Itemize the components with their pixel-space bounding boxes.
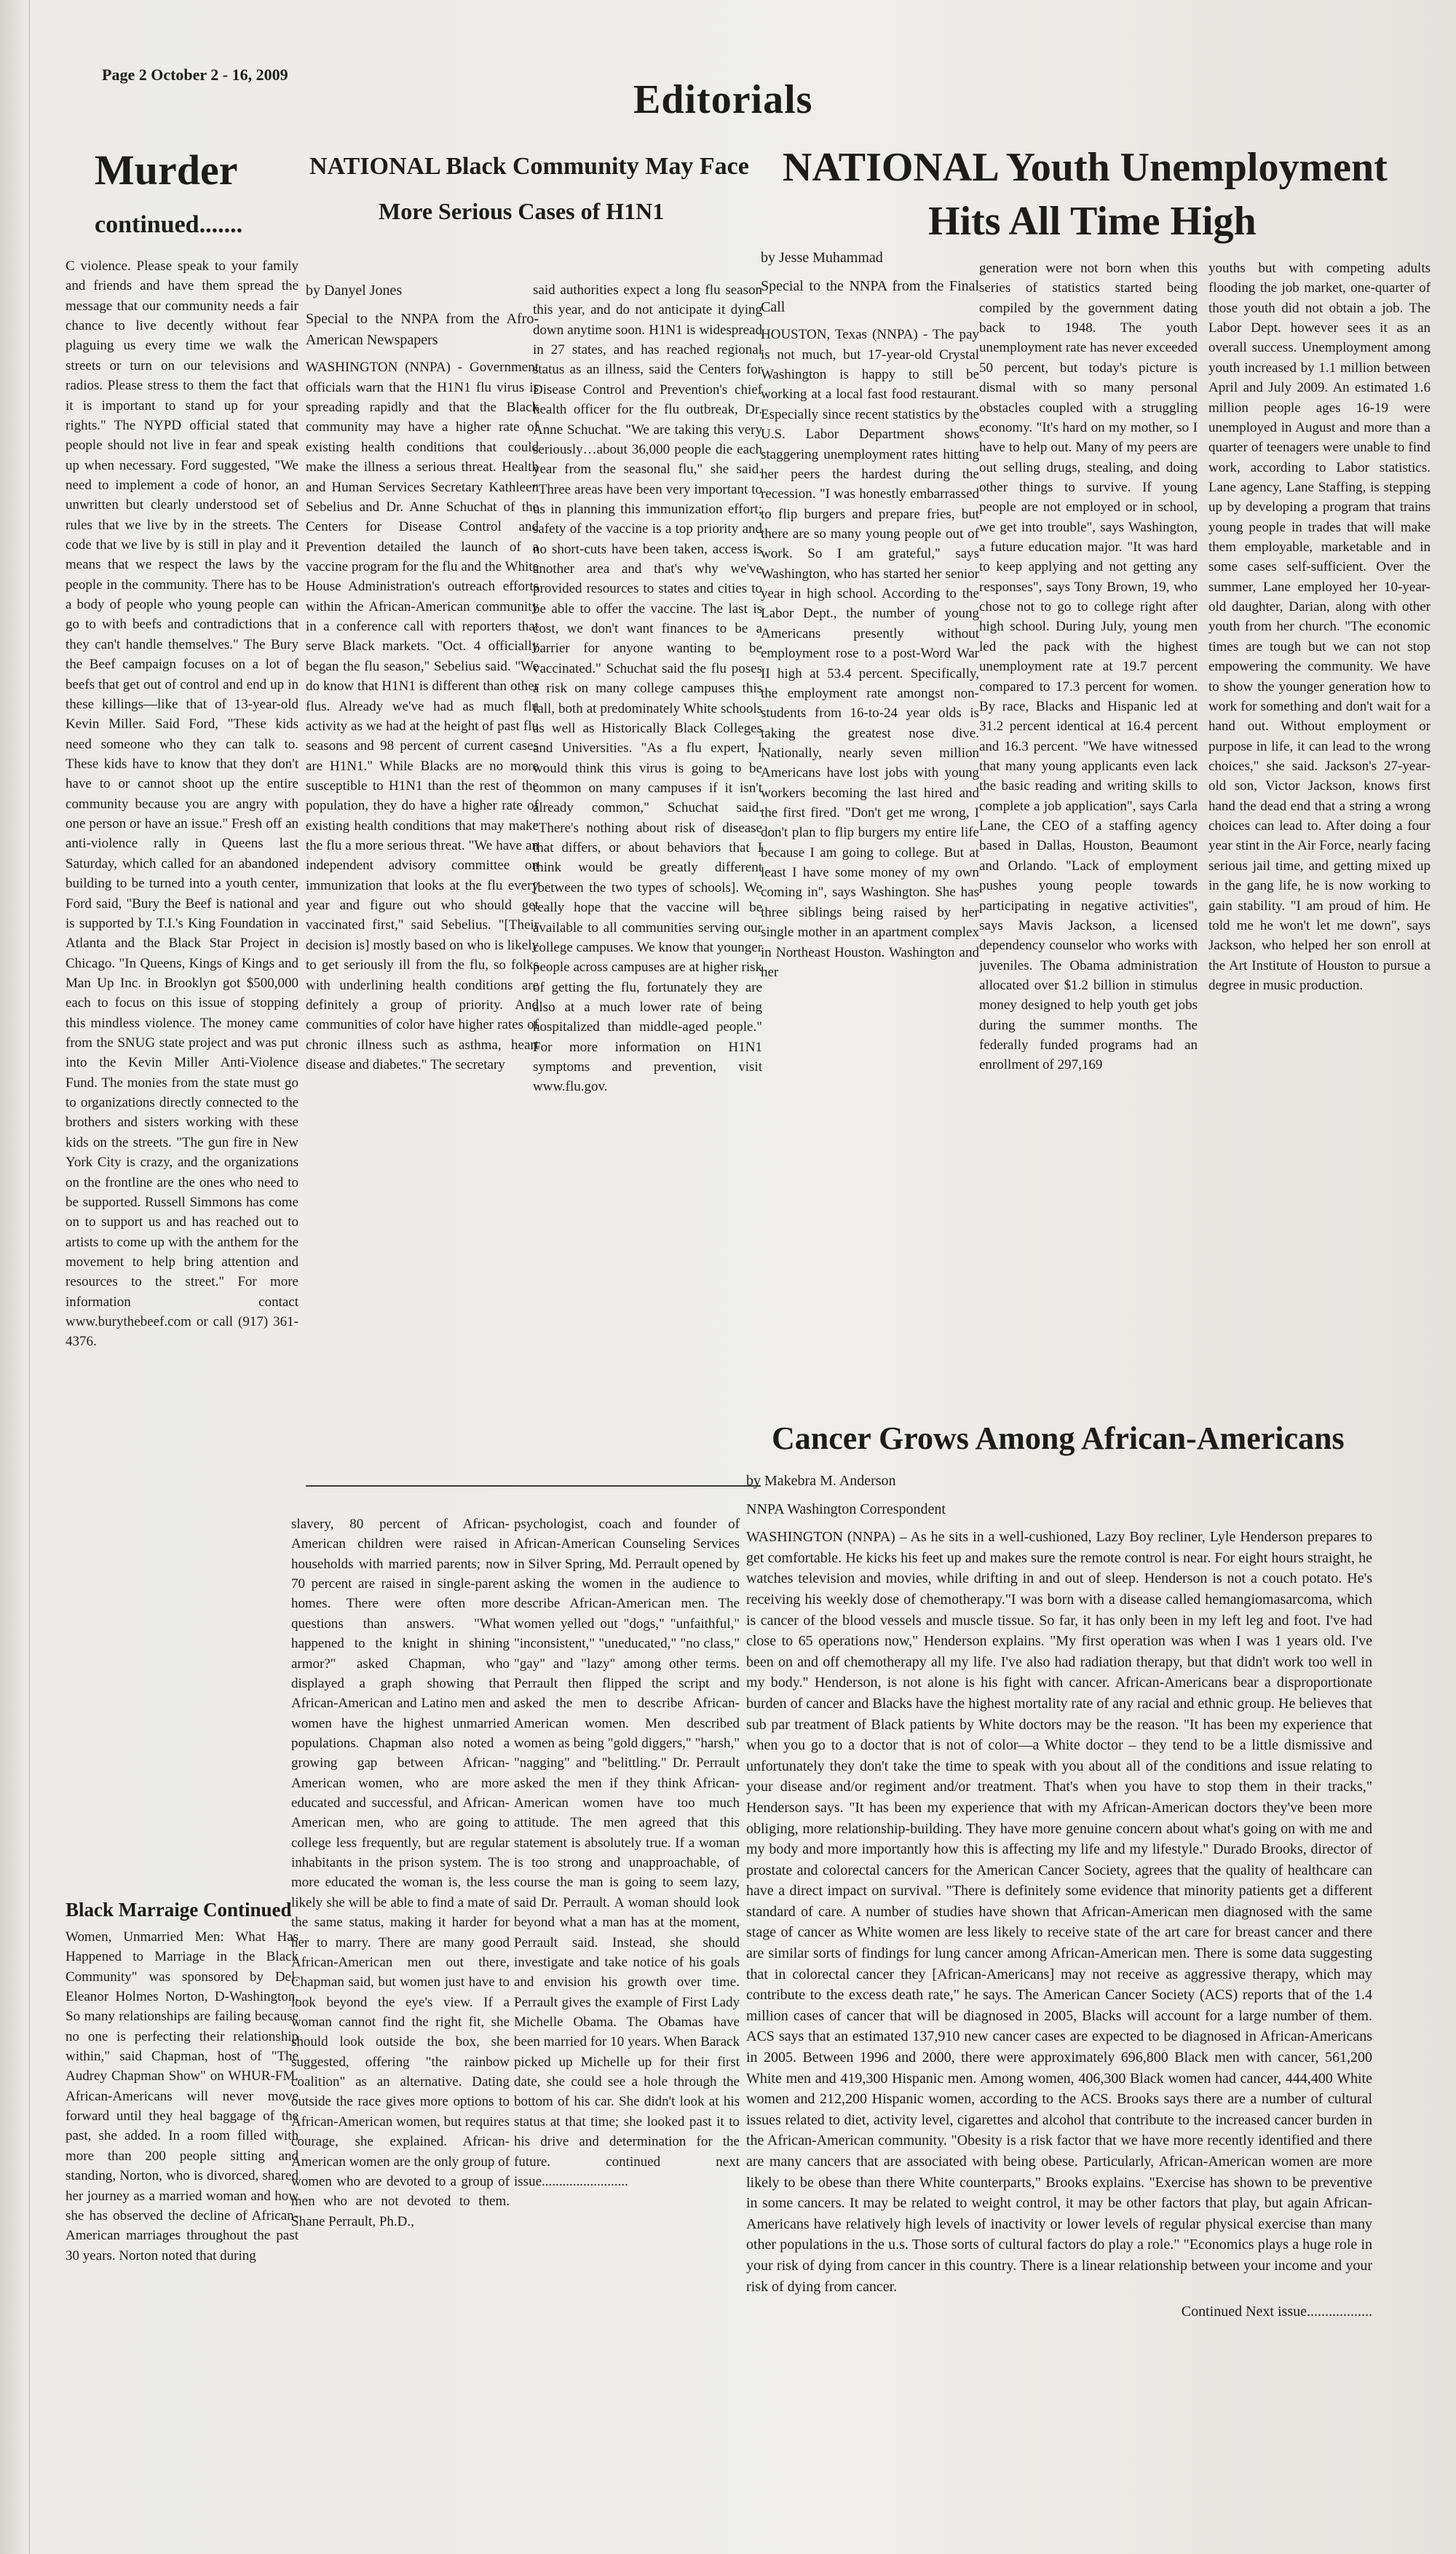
page-gutter-shadow <box>29 0 30 2554</box>
section-title: Editorials <box>633 77 813 122</box>
h1n1-headline-line1: NATIONAL Black Community May Face <box>309 153 749 180</box>
youth-byline: by Jesse Muhammad <box>761 250 883 266</box>
murder-article-column <box>66 256 298 1876</box>
youth-headline-line1: NATIONAL Youth Unemployment <box>783 145 1388 190</box>
cancer-continued-next: Continued Next issue.................. <box>1181 2304 1372 2320</box>
cancer-article-body <box>746 1471 1372 2537</box>
section-divider <box>306 1485 761 1487</box>
marriage-paragraph: slavery, 80 percent of African-American children were raised in households with married parents; now 70 percent are raised in single-parent homes. There were often more questions than answers. "What happened to the knight in shining armor?" asked Chapman, who displayed a graph showing that African-American and Latino men and women have the highest unmarried populations. Chapman also noted a growing gap between African-American women, who are more educated and successful, and African-American men, who are going to college less frequently, but are regular inhabitants in the prison system. The more educated the woman is, the less likely she will be able to find a mate of the same status, making it harder for her to marry. There are many good African-American men out there, Chapman said, but women just have to look beyond the eye's view. If a woman cannot find the right fit, she should look outside the box, she suggested, offering "the rainbow coalition" as an alternative. Dating outside the race gives more options to African-American women, but requires courage, she explained. African-American women are the only group of women who are devoted to a group of men who are not devoted to them. Shane Perrault, Ph.D., <box>291 1517 510 2229</box>
cancer-correspondent-role: NNPA Washington Correspondent <box>746 1501 946 1517</box>
youth-headline-line2: Hits All Time High <box>928 199 1257 244</box>
cancer-paragraph: WASHINGTON (NNPA) – As he sits in a well-cushioned, Lazy Boy recliner, Lyle Henderson prepares to get comfortable. He kicks his feet up and makes sure the remote control is near. For eight hours straight, he watches television and movies, while drifting in and out of sleep. Henderson is not a couch potato. He's receiving his weekly dose of chemotherapy."I was born with a disease called hemangiomasarcoma, which is cancer of the blood vessels and muscle tissue. So far, it has only been in my left leg and foot. I've had close to 65 operations now," Henderson explains. "My first operation was when I was 1 years old. I've been on and off chemotherapy all my life. I've also had radiation therapy, but that didn't work too well in my body." Henderson, is not alone is his fight with cancer. African-Americans bear a disproportionate burden of cancer and Blacks have the highest mortality rate of any racial and ethnic group. He believes that sub par treatment of Black patients by White doctors may be the reason. "It has been my experience that when you go to a doctor that is not of color—a White doctor – they tend to be a little dismissive and unfortunately they don't take the time to speak with you about all of the conditions and issue relating to your disease and/or regiment and/or treatment. That's when you have to stop them in their tracks," Henderson says. "It has been my experience that with my African-American doctors they've been more obliging, more relationship-building. They have more genuine concern about what's going on with me and my body and more importantly how this is affecting my life and my lifestyle." Durado Brooks, director of prostate and colorectal cancers for the American Cancer Society, agrees that the quality of healthcare can have a direct impact on survival. "There is definitely some evidence that minority patients get a different standard of care. A number of studies have shown that African-American men diagnosed with the same stage of cancer as White women are less likely to receive state of the art care for breast cancer and there are similar sorts of findings for lung cancer among African-American men. There is some data suggesting that in colorectal cancer they [African-Americans] may not receive as aggressive therapy, which may contribute to the excess death rate," he says. The American Cancer Society (ACS) reports that of the 1.4 million cases of cancer that will be diagnosed in 2005, Blacks will account for a large number of them. ACS says that an estimated 137,910 new cancer cases are expected to be diagnosed in African-Americans in 2005. Between 1996 and 2000, there were approximately 696,800 Black men with cancer, 561,200 White men and 419,300 Hispanic men. Among women, 406,300 Black women had cancer, 444,400 White women and 212,200 Hispanic women, according to the ACS. Brooks says there are a number of cultural issues related to diet, activity level, cigarettes and alcohol that contribute to the increased cancer burden in the African-American community. "Obesity is a risk factor that we have more recently identified and there are many cancers that are associated with being obese. Particularly, African-American women are more likely to be obese than there White counterparts," Brooks explains. "Exercise has shown to be preventive in some cancers. It may be related to weight control, it may be other factors that play, but again African-Americans have relatively high levels of inactivity or lower levels of regular physical exercise than many other populations in the u.s. Those sorts of cultural factors do play a role." "Economics plays a huge role in your risk of dying from cancer in this country. There is a linear relationship between your income and your risk of dying from cancer. <box>746 1529 1372 2295</box>
youth-article-column-3 <box>1208 258 1431 1409</box>
h1n1-paragraph: said authorities expect a long flu season this year, and do not anticipate it dying down anytime soon. H1N1 is widespread in 27 states, and has reached regional status as an illness, said the Centers for Disease Control and Prevention's chief health officer for the flu outbreak, Dr. Anne Schuchat. "We are taking this very seriously…about 36,000 people die each year from the seasonal flu," she said. "Three areas have been very important to us in planning this immunization effort; safety of the vaccine is a top priority and no short-cuts have been taken, access is another area and that's why we've provided resources to states and cities to be able to offer the vaccine. The last is cost, we don't want finances to be a barrier for anyone wanting to be vaccinated." Schuchat said the flu poses a risk on many college campuses this fall, both at predominately White schools as well as Historically Black Colleges and Universities. "As a flu expert, I would think this virus is going to be common on many campuses if it isn't already common," Schuchat said. "There's nothing about risk of disease that differs, or about behaviors that I think would be greatly different [between the two types of schools]. We really hope that the vaccine will be available to all communities serving our college campuses. We know that younger people across campuses are at higher risk of getting the flu, fortunately they are also at a much lower rate of being hospitalized than middle-aged people." For more information on H1N1 symptoms and prevention, visit www.flu.gov. <box>533 282 762 1095</box>
page-folio: Page 2 October 2 - 16, 2009 <box>102 66 288 84</box>
youth-paragraph: generation were not born when this series of statistics started being compiled by the government dating back to 1948. The youth unemployment rate has never exceeded 50 percent, but today's picture is dismal with so many personal obstacles coupled with a struggling economy. "It's hard on my mother, so I have to help out. Many of my peers are out selling drugs, stealing, and doing other things to survive. If young people are not employed or in school, we get into trouble", says Washington, a future education major. "It was hard to keep applying and not getting any responses", says Tony Brown, 19, who chose not to go to college right after high school. During July, young men led the pack with the highest unemployment rate at 19.7 percent compared to 17.3 percent for women. By race, Blacks and Hispanic led at 31.2 percent identical at 16.4 percent and 16.3 percent. "We have witnessed that many young applicants even lack the basic reading and writing skills to complete a job application", says Carla Lane, the CEO of a staffing agency based in Dallas, Houston, Beaumont and Orlando. "Lack of employment pushes young people towards participating in negative activities", says Mavis Jackson, a licensed dependency counselor who works with juveniles. The Obama administration allocated over $1.2 billion in stimulus money designed to help youth get jobs during the summer months. The federally funded programs had an enrollment of 297,169 <box>979 261 1198 1073</box>
youth-article-column-1 <box>761 248 979 1405</box>
h1n1-paragraph: WASHINGTON (NNPA) - Government officials warn that the H1N1 flu virus is spreading rapidly and that the Black community may have a higher rate of existing health conditions that could make the illness a serious threat. Health and Human Services Secretary Kathleen Sebelius and Dr. Anne Schuchat of the Centers for Disease Control and Prevention detailed the launch of a vaccine program for the flu and the White House Administration's outreach efforts within the African-American community in a conference call with reporters that serve Black markets. "Oct. 4 officially began the flu season," Sebelius said. "We do know that H1N1 is different than other flus. Already we've had as much flu activity as we had at the height of past flu seasons and 98 percent of current cases are H1N1." While Blacks are no more susceptible to H1N1 than the rest of the population, they do have a higher rate of existing health conditions that may make the flu a more serious threat. "We have an independent advisory committee on immunization that looks at the flu every year and figure out who should get vaccinated first," said Sebelius. "[Their decision is] mostly based on who is likely to get seriously ill from the flu, so folks with underlining health conditions are definitely a group of priority. And communities of color have higher rates of chronic illness such as asthma, heart disease and diabetes." The secretary <box>306 360 539 1072</box>
marriage-paragraph: Women, Unmarried Men: What Has Happened to Marriage in the Black Community" was sponsored by Del. Eleanor Holmes Norton, D-Washington. So many relationships are failing because no one is perfecting their relationship within," said Chapman, host of "The Audrey Chapman Show" on WHUR-FM. African-Americans will never move forward until they heal baggage of the past, she added. In a room filled with more than 200 people sitting and standing, Norton, who is divorced, shared her journey as a married woman and how she has observed the decline of African-American marriages throughout the past 30 years. Norton noted that during <box>66 1929 298 2264</box>
h1n1-article-column-1 <box>306 280 539 1474</box>
murder-paragraph: C violence. Please speak to your family and friends and have them spread the message that our community needs a fair chance to live decently without fear plaguing us every time we walk the streets or turn on our televisions and radios. Please stress to them the fact that it is important to stand up for your rights." The NYPD official stated that people should not live in fear and speak up when necessary. Ford suggested, "We need to implement a code of honor, an unwritten but clearly understood set of rules that we live by in the streets. The code that we live by is still in play and it means that we respect the laws by the people in the community. There has to be a body of people who young people can go to with beefs and contradictions that they can't handle themselves." The Bury the Beef campaign focuses on a lot of beefs that get out of control and end up in these killings—like that of 13-year-old Kevin Miller. Said Ford, "These kids need someone who they can talk to. These kids have to know that they don't have to or cannot shoot up the entire community because you are angry with one person or have an issue." Fresh off an anti-violence rally in Queens last Saturday, which called for an abandoned building to be turned into a youth center, Ford said, "Bury the Beef is national and is supported by T.I.'s King Foundation in Atlanta and the Black Star Project in Chicago. "In Queens, Kings of Kings and Man Up Inc. in Brooklyn got $500,000 each to focus on this issue of stopping this mindless violence. The money came from the SNUG state project and was put into the Kevin Miller Anti-Violence Fund. The monies from the state must go to organizations directly connected to the brothers and sisters working with these kids on the streets. "The gun fire in New York City is crazy, and the organizations on the frontline are the ones who need to be supported. Russell Simmons has come on to support us and has reached out to artists to come up with the anthem for the movement to help bring attention and resources to the street." For more information contact www.burythebeef.com or call (917) 361-4376. <box>66 258 298 1350</box>
marriage-article-column-3 <box>514 1514 740 2541</box>
h1n1-headline-line2: More Serious Cases of H1N1 <box>379 198 665 224</box>
marriage-paragraph: psychologist, coach and founder of African-American Counseling Services in Silver Spring, Md. Perrault opened by asking the women in the audience to describe African-American men. The women yelled out "dogs," "unfaithful," "inconsistent," "uneducated," "no class," "gay" and "lazy" among other terms. Perrault then flipped the script and asked the men to describe African-American women. Men described women as being "gold diggers," "harsh," "nagging" and "belittling." Dr. Perrault asked the men if they think African-American women have too much attitude. The men agreed that this statement is absolutely true. If a woman is too strong and unapproachable, of course the man is going to seem lazy, said Dr. Perrault. A woman should look beyond what a man has at the moment, Perrault said. Instead, she should investigate and take notice of his goals and envision his growth over time. Perrault gives the example of First Lady Michelle Obama. The Obamas have been married for 10 years. When Barack picked up Michelle up for their first date, she could see a hole through the bottom of his car. She didn't look at his status at that time; she looked past it to his drive and determination for the future. continued next issue......................... <box>514 1517 740 2189</box>
marriage-subhead: Black Marraige Continued <box>66 1899 292 1921</box>
youth-paragraph: youths but with competing adults flooding the job market, one-quarter of those youth did not obtain a job. The Labor Dept. however sees it as an overall success. Unemployment among youth increased by 1.1 million between April and July 2009. An estimated 1.6 million people ages 16-19 were unemployed in August and more than a quarter of teenagers were unable to find work, according to Labor statistics. Lane agency, Lane Staffing, is stepping up by developing a program that trains young people in trades that will make them employable, marketable and in some cases self-sufficient. Over the summer, Lane employed her 10-year-old daughter, Darian, along with other youth from her church. "The economic times are tough but we can not stop empowering the community. We have to show the younger generation how to work for something and don't wait for a hand out. Without employment or purpose in life, it can lead to the wrong choices," she said. Jackson's 27-year-old son, Victor Jackson, knows first hand the dead end that a string a wrong choices can lead to. After doing a four year stint in the Air Force, nearly facing serious jail time, and getting mixed up in the gang life, he is now working to gain stability. "I am proud of him. He told me he won't let me down", says Jackson, who helped her son enroll at the Art Institute of Houston to pursue a degree in music production. <box>1208 261 1431 993</box>
marriage-article-column-1 <box>66 1893 298 2534</box>
h1n1-byline: by Danyel Jones <box>306 282 403 299</box>
cancer-headline: Cancer Grows Among African-Americans <box>772 1420 1345 1456</box>
youth-special-credit: Special to the NNPA from the Final Call <box>761 277 979 315</box>
murder-headline: Murder <box>95 146 238 194</box>
marriage-article-column-2 <box>291 1514 510 2541</box>
h1n1-article-column-2 <box>533 280 762 1474</box>
youth-article-column-2 <box>979 258 1198 1409</box>
youth-paragraph: HOUSTON, Texas (NNPA) - The pay is not much, but 17-year-old Crystal Washington is happy to still be working at a local fast food restaurant. Especially since recent statistics by the U.S. Labor Department shows staggering unemployment rates hitting her peers the hardest during the recession. "I was honestly embarrassed to flip burgers and prepare fries, but there are so many young people out of work. So I am grateful," says Washington, who has started her senior year in high school. According to the Labor Dept., the number of young Americans presently without employment rose to a post-Word War II high at 53.4 percent. Specifically, the employment rate amongst non-students from 16-to-24 year olds is taking the greatest nose dive. Nationally, nearly seven million Americans have lost jobs with young workers becoming the last hired and the first fired. "Don't get me wrong, I don't plan to flip burgers my entire life because I am going to college. But at least I have some money of my own coming in", says Washington. She has three siblings being raised by her single mother in an apartment complex in Northeast Houston. Washington and her <box>761 327 979 980</box>
h1n1-special-credit: Special to the NNPA from the Afro-American Newspapers <box>306 310 539 348</box>
cancer-byline: by Makebra M. Anderson <box>746 1473 896 1489</box>
murder-continued-label: continued....... <box>95 211 243 238</box>
